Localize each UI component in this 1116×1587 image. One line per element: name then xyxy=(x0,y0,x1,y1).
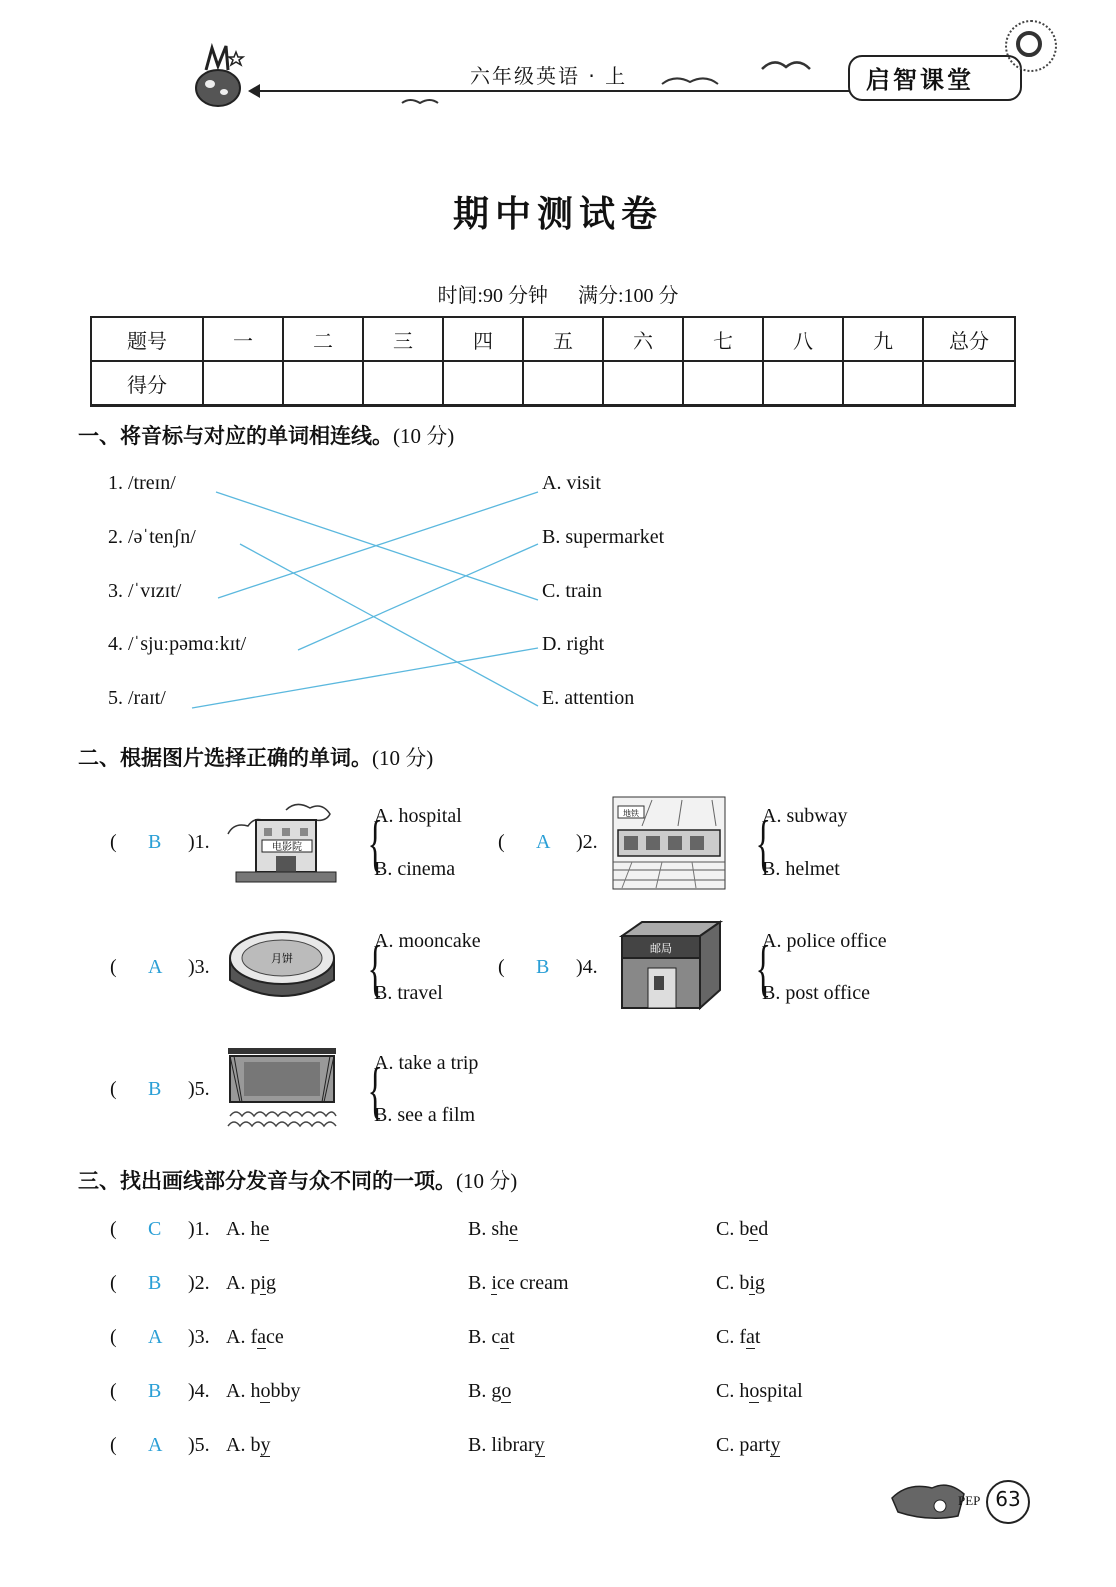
brace: { xyxy=(367,1054,384,1125)
underlined-letters: e xyxy=(260,1218,270,1240)
subway-picture xyxy=(612,796,726,890)
underlined-letters: i xyxy=(749,1272,755,1294)
paren-open: ( xyxy=(110,1272,117,1294)
paren-open: ( xyxy=(110,1218,117,1240)
question-number: )2. xyxy=(188,1272,210,1294)
answer-mark: B xyxy=(148,1078,162,1100)
brace: { xyxy=(367,932,384,1003)
table-cell: 总分 xyxy=(923,317,1015,361)
option-a: A. hobby xyxy=(226,1380,301,1402)
option-c: C. bed xyxy=(716,1218,769,1240)
option-b: B. cat xyxy=(468,1326,515,1348)
answer-mark: A xyxy=(536,831,551,853)
table-cell: 一 xyxy=(203,317,283,361)
cinema-screen-picture xyxy=(226,1046,338,1128)
word-item: B. supermarket xyxy=(542,526,665,548)
option-b: B. cinema xyxy=(374,858,456,880)
brace: { xyxy=(755,932,772,1003)
question-number: )1. xyxy=(188,831,210,853)
paren-open: ( xyxy=(498,956,505,978)
table-cell: 二 xyxy=(283,317,363,361)
word-item: A. visit xyxy=(542,472,601,494)
section-title: 三、找出画线部分发音与众不同的一项。 xyxy=(78,1169,456,1193)
page-title: 期中测试卷 xyxy=(452,194,663,235)
series-label: PEP xyxy=(958,1493,981,1508)
option-a: A. by xyxy=(226,1434,271,1456)
post-office-picture xyxy=(618,920,724,1012)
section-2-heading xyxy=(78,742,433,772)
section-points: (10 分) xyxy=(456,1169,518,1193)
option-a: A. subway xyxy=(762,805,848,827)
picture-label: 地铁 xyxy=(623,809,639,818)
section-points: (10 分) xyxy=(372,746,434,770)
phonetic-item: 1. /treɪn/ xyxy=(108,472,176,494)
underlined-letters: a xyxy=(746,1326,755,1348)
answer-mark: A xyxy=(148,1434,163,1456)
book-title: 六年级英语 · 上 xyxy=(470,64,628,88)
option-a: A. police office xyxy=(762,930,887,952)
footer-decoration-icon xyxy=(888,1476,968,1522)
cinema-picture xyxy=(226,798,338,886)
table-cell: 七 xyxy=(683,317,763,361)
picture-label: 月饼 xyxy=(271,952,293,965)
option-b: B. travel xyxy=(374,982,443,1004)
answer-mark: C xyxy=(148,1218,162,1240)
underlined-letters: e xyxy=(509,1218,519,1240)
section-3-heading xyxy=(78,1165,517,1195)
exam-info: 时间:90 分钟 满分:100 分 xyxy=(437,285,679,307)
table-cell: 题号 xyxy=(91,317,203,361)
question-number: )3. xyxy=(188,1326,210,1348)
paren-open: ( xyxy=(110,1434,117,1456)
brace: { xyxy=(755,807,772,878)
paren-open: ( xyxy=(110,1326,117,1348)
brand-name: 启智课堂 xyxy=(866,66,974,94)
table-cell: 八 xyxy=(763,317,843,361)
paren-open: ( xyxy=(498,831,505,853)
question-number: )5. xyxy=(188,1078,210,1100)
brace: { xyxy=(367,807,384,878)
underlined-letters: o xyxy=(749,1380,760,1402)
option-b: B. helmet xyxy=(762,858,840,880)
question-number: )5. xyxy=(188,1434,210,1456)
mooncake-picture xyxy=(226,922,338,1004)
table-cell: 三 xyxy=(363,317,443,361)
answer-mark: A xyxy=(148,1326,163,1348)
underlined-letters: o xyxy=(260,1380,271,1402)
table-cell: 五 xyxy=(523,317,603,361)
paren-open: ( xyxy=(110,831,117,853)
answer-mark: B xyxy=(148,831,162,853)
table-cell: 六 xyxy=(603,317,683,361)
word-item: D. right xyxy=(542,633,605,655)
option-b: B. library xyxy=(468,1434,545,1456)
section-title: 一、将音标与对应的单词相连线。 xyxy=(78,424,393,448)
underlined-letters: o xyxy=(501,1380,512,1402)
underlined-letters: y xyxy=(260,1434,271,1456)
question-number: )1. xyxy=(188,1218,210,1240)
table-cell: 四 xyxy=(443,317,523,361)
match-line xyxy=(240,544,538,706)
underlined-letters: y xyxy=(770,1434,781,1456)
option-b: B. she xyxy=(468,1218,519,1240)
underlined-letters: a xyxy=(257,1326,266,1348)
answer-mark: B xyxy=(536,956,550,978)
section-title: 二、根据图片选择正确的单词。 xyxy=(78,746,372,770)
table-cell: 得分 xyxy=(91,361,203,406)
paren-open: ( xyxy=(110,1380,117,1402)
underlined-letters: a xyxy=(500,1326,510,1348)
option-b: B. post office xyxy=(762,982,870,1004)
matching-lines xyxy=(0,0,1116,760)
option-a: A. hospital xyxy=(374,805,462,827)
paren-open: ( xyxy=(110,1078,117,1100)
phonetic-item: 5. /raɪt/ xyxy=(108,687,166,709)
question-number: )3. xyxy=(188,956,210,978)
option-b: B. see a film xyxy=(374,1104,476,1126)
option-c: C. fat xyxy=(716,1326,761,1348)
option-b: B. go xyxy=(468,1380,512,1402)
section-points: (10 分) xyxy=(393,424,455,448)
option-a: A. face xyxy=(226,1326,284,1348)
answer-mark: B xyxy=(148,1380,162,1402)
table-cell: 九 xyxy=(843,317,923,361)
option-a: A. pig xyxy=(226,1272,277,1294)
underlined-letters: e xyxy=(749,1218,759,1240)
underlined-letters: i xyxy=(491,1272,497,1294)
option-c: C. hospital xyxy=(716,1380,803,1402)
page-number: 63 xyxy=(995,1487,1021,1511)
phonetic-item: 3. /ˈvɪzɪt/ xyxy=(108,580,182,602)
underlined-letters: y xyxy=(534,1434,545,1456)
option-b: B. ice cream xyxy=(468,1272,569,1294)
option-a: A. take a trip xyxy=(374,1052,479,1074)
phonetic-item: 4. /ˈsjuːpəmɑːkɪt/ xyxy=(108,633,247,655)
question-number: )4. xyxy=(188,1380,210,1402)
option-c: C. big xyxy=(716,1272,765,1294)
phonetic-item: 2. /əˈtenʃn/ xyxy=(108,526,196,548)
word-item: C. train xyxy=(542,580,602,602)
question-number: )4. xyxy=(576,956,598,978)
answer-mark: A xyxy=(148,956,163,978)
paren-open: ( xyxy=(110,956,117,978)
option-a: A. he xyxy=(226,1218,270,1240)
option-c: C. party xyxy=(716,1434,781,1456)
underlined-letters: i xyxy=(260,1272,267,1294)
answer-mark: B xyxy=(148,1272,162,1294)
match-line xyxy=(218,492,538,598)
word-item: E. attention xyxy=(542,687,635,709)
picture-label: 邮局 xyxy=(650,942,672,955)
picture-label: 电影院 xyxy=(272,842,302,853)
option-a: A. mooncake xyxy=(374,930,481,952)
question-number: )2. xyxy=(576,831,598,853)
